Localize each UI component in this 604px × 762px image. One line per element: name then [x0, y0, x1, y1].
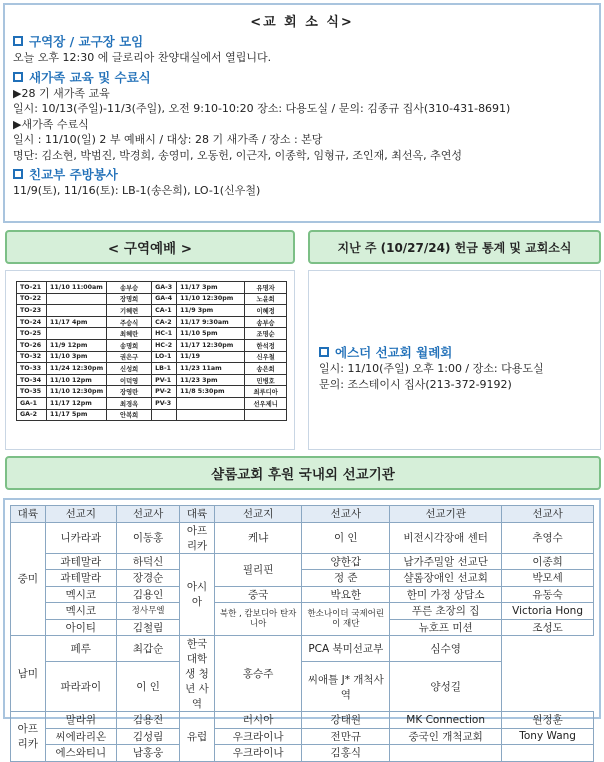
schedule-cell: 권은구	[107, 351, 152, 363]
section-heading-newcomers: 새가족 교육 및 수료식	[13, 68, 591, 86]
schedule-cell: TO-24	[17, 316, 47, 328]
schedule-cell: 11/8 5:30pm	[177, 386, 245, 398]
schedule-cell: 11/19	[177, 351, 245, 363]
news-line: 11/9(토), 11/16(토): LB-1(송은희), LO-1(신우철)	[13, 184, 261, 197]
schedule-row	[17, 293, 287, 305]
checkbox-square-icon	[319, 347, 329, 357]
mission-cell: 파라과이	[45, 662, 116, 712]
mission-cell: 우크라이나	[214, 728, 302, 745]
mission-cell: 뉴호프 미션	[390, 619, 502, 636]
region-cell: 남미	[11, 636, 46, 712]
church-news-box	[3, 3, 601, 223]
mission-cell: 한미 가정 상담소	[390, 586, 502, 603]
schedule-cell: TO-22	[17, 293, 47, 305]
mission-cell: 추영수	[502, 522, 594, 553]
district-worship-banner: < 구역예배 >	[5, 230, 295, 264]
mission-cell: Tony Wang	[502, 728, 594, 745]
schedule-cell: TO-26	[17, 339, 47, 351]
schedule-row	[17, 282, 287, 294]
esther-panel	[308, 270, 601, 450]
mission-cell: 정사무엘	[116, 603, 179, 620]
checkbox-square-icon	[13, 72, 23, 82]
schedule-cell: 기혜련	[107, 305, 152, 317]
mission-cell: 중국	[214, 586, 302, 603]
schedule-cell: 한석정	[245, 339, 287, 351]
schedule-cell: 신성희	[107, 363, 152, 375]
mission-cell: 양한갑	[302, 553, 390, 570]
schedule-cell	[47, 293, 107, 305]
mission-cell: 러시아	[214, 712, 302, 729]
schedule-row	[17, 397, 287, 409]
schedule-cell: 11/9 3pm	[177, 305, 245, 317]
news-line: 일시 : 11/10(일) 2 부 예배시 / 대상: 28 기 새가족 / 장소 : 본당	[13, 133, 323, 146]
schedule-cell: TO-33	[17, 363, 47, 375]
schedule-cell: 민병호	[245, 374, 287, 386]
mission-cell: 홍승주	[214, 636, 302, 712]
mission-cell: 아이티	[45, 619, 116, 636]
mission-cell: 씨애틀 J* 개척사역	[302, 662, 390, 712]
region-cell: 아시아	[180, 553, 215, 636]
schedule-cell: 최경옥	[107, 397, 152, 409]
schedule-cell: GA-3	[152, 282, 177, 294]
mission-cell: 이 인	[116, 662, 179, 712]
mission-cell: 남홍웅	[116, 745, 179, 762]
news-line: ▶28 기 새가족 교육	[13, 86, 110, 100]
mission-cell: 이 인	[302, 522, 390, 553]
mission-header-cell: 대륙	[180, 506, 215, 523]
news-title: <교 회 소 식>	[250, 15, 354, 30]
mission-cell: 씨에라리온	[45, 728, 116, 745]
mission-cell: 전만규	[302, 728, 390, 745]
schedule-cell: LO-1	[152, 351, 177, 363]
region-cell: 유럽	[180, 712, 215, 762]
schedule-cell: 주승식	[107, 316, 152, 328]
schedule-cell: 11/17 9:30am	[177, 316, 245, 328]
schedule-cell: GA-2	[17, 409, 47, 421]
schedule-cell: 11/17 12pm	[47, 397, 107, 409]
esther-line: 문의: 조스테이시 집사(213-372-9192)	[319, 377, 512, 391]
esther-heading: 에스더 선교회 월례회	[319, 343, 544, 361]
schedule-cell: 이혜정	[245, 305, 287, 317]
mission-cell: 필리핀	[214, 553, 302, 586]
schedule-panel	[5, 270, 295, 450]
missions-table	[10, 505, 594, 762]
schedule-row	[17, 316, 287, 328]
mission-cell: 샬롬장애인 선교회	[390, 570, 502, 587]
schedule-cell: 11/10 12:30pm	[177, 293, 245, 305]
mission-row	[11, 728, 594, 745]
mission-cell: 푸른 초장의 집	[390, 603, 502, 620]
schedule-cell: CA-2	[152, 316, 177, 328]
schedule-cell: 11/24 12:30pm	[47, 363, 107, 375]
mission-cell: Victoria Hong	[502, 603, 594, 620]
mission-cell: 김용진	[116, 712, 179, 729]
mission-row	[11, 570, 594, 587]
schedule-cell: 11/23 11am	[177, 363, 245, 375]
mission-cell: 김홍식	[302, 745, 390, 762]
mission-header-cell: 선교사	[502, 506, 594, 523]
schedule-cell: 11/10 11:00am	[47, 282, 107, 294]
schedule-cell: 이덕영	[107, 374, 152, 386]
schedule-row	[17, 374, 287, 386]
schedule-cell: 최루디아	[245, 386, 287, 398]
schedule-cell: TO-25	[17, 328, 47, 340]
region-cell: 아프리카	[11, 712, 46, 762]
schedule-cell: 장명희	[107, 293, 152, 305]
schedule-cell	[245, 409, 287, 421]
mission-cell	[502, 745, 594, 762]
mission-row	[11, 662, 594, 712]
mission-cell: 과테말라	[45, 570, 116, 587]
news-line: 일시: 10/13(주일)-11/3(주일), 오전 9:10-10:20 장소: 다용도실 / 문의: 김종규 집사(310-431-8691)	[13, 102, 511, 115]
offering-stats-banner: 지난 주 (10/27/24) 헌금 통계 및 교회소식	[308, 230, 601, 264]
mission-cell: 원정훈	[502, 712, 594, 729]
schedule-cell: HC-2	[152, 339, 177, 351]
mission-cell: 한소나이더 국제어린이 재단	[302, 603, 390, 636]
schedule-cell: 조명순	[245, 328, 287, 340]
schedule-cell	[47, 305, 107, 317]
mission-cell: 이동홍	[116, 522, 179, 553]
mission-row	[11, 522, 594, 553]
mission-cell: 김성림	[116, 728, 179, 745]
section-heading-leaders: 구역장 / 교구장 모임	[13, 32, 591, 50]
mission-row	[11, 745, 594, 762]
schedule-cell: 신우철	[245, 351, 287, 363]
mission-cell: 정 준	[302, 570, 390, 587]
schedule-cell: 11/23 3pm	[177, 374, 245, 386]
mission-cell: 강태원	[302, 712, 390, 729]
mission-cell	[390, 745, 502, 762]
mission-cell: 비전시각장애 센터	[390, 522, 502, 553]
schedule-cell: 11/17 12:30pm	[177, 339, 245, 351]
schedule-cell: TO-21	[17, 282, 47, 294]
news-line: 명단: 김소현, 박범진, 박경희, 송영미, 오동헌, 이근자, 이종학, 임형규, 조인재, 최선옥, 추연성	[13, 148, 463, 162]
checkbox-square-icon	[13, 169, 23, 179]
schedule-cell: 11/10 12:30pm	[47, 386, 107, 398]
schedule-cell: 11/17 3pm	[177, 282, 245, 294]
schedule-cell: TO-32	[17, 351, 47, 363]
mission-cell: 과테말라	[45, 553, 116, 570]
schedule-cell: 송은희	[245, 363, 287, 375]
mission-cell: PCA 북미선교부	[302, 636, 390, 662]
mission-row	[11, 636, 594, 662]
schedule-cell: 안복희	[107, 409, 152, 421]
schedule-cell: 선우제니	[245, 397, 287, 409]
mission-cell: 이종희	[502, 553, 594, 570]
schedule-row	[17, 339, 287, 351]
mission-cell: 에스와티니	[45, 745, 116, 762]
schedule-cell: HC-1	[152, 328, 177, 340]
mission-row	[11, 553, 594, 570]
schedule-cell: 노윤희	[245, 293, 287, 305]
mission-cell: 북한 , 캄보디아 탄자니아	[214, 603, 302, 636]
section-heading-kitchen: 친교부 주방봉사	[13, 165, 591, 183]
mission-cell: 멕시코	[45, 586, 116, 603]
schedule-row	[17, 386, 287, 398]
schedule-row	[17, 328, 287, 340]
mission-cell: 심수영	[390, 636, 502, 662]
mission-cell: 장경순	[116, 570, 179, 587]
schedule-cell	[152, 409, 177, 421]
schedule-cell: 11/10 5pm	[177, 328, 245, 340]
schedule-cell: 11/10 12pm	[47, 374, 107, 386]
schedule-cell: CA-1	[152, 305, 177, 317]
schedule-cell: PV-2	[152, 386, 177, 398]
region-cell: 아프리카	[180, 522, 215, 553]
schedule-cell: TO-35	[17, 386, 47, 398]
district-schedule-table	[16, 281, 287, 421]
esther-line: 일시: 11/10(주일) 오후 1:00 / 장소: 다용도실	[319, 362, 544, 375]
schedule-cell: 최혜란	[107, 328, 152, 340]
mission-cell: 유동숙	[502, 586, 594, 603]
mission-cell: MK Connection	[390, 712, 502, 729]
mission-cell: 박요한	[302, 586, 390, 603]
schedule-row	[17, 409, 287, 421]
schedule-cell: TO-34	[17, 374, 47, 386]
news-line: ▶새가족 수료식	[13, 117, 89, 131]
schedule-row	[17, 363, 287, 375]
mission-cell: 김용인	[116, 586, 179, 603]
schedule-cell	[177, 397, 245, 409]
mission-cell: 말라위	[45, 712, 116, 729]
schedule-cell: 11/17 4pm	[47, 316, 107, 328]
mission-row	[11, 603, 594, 620]
schedule-cell: 유명자	[245, 282, 287, 294]
schedule-cell: LB-1	[152, 363, 177, 375]
mission-cell: 우크라이나	[214, 745, 302, 762]
mission-cell: 최갑순	[116, 636, 179, 662]
schedule-cell: 장영란	[107, 386, 152, 398]
schedule-cell: PV-1	[152, 374, 177, 386]
mission-cell: 양성길	[390, 662, 502, 712]
mission-cell: 김철림	[116, 619, 179, 636]
schedule-cell	[177, 409, 245, 421]
schedule-cell	[47, 328, 107, 340]
mission-cell: 케냐	[214, 522, 302, 553]
mission-row	[11, 586, 594, 603]
schedule-cell: 송부승	[107, 282, 152, 294]
mission-cell: 박모세	[502, 570, 594, 587]
news-line: 오늘 오후 12:30 에 글로리아 찬양대실에서 열립니다.	[13, 51, 272, 64]
mission-cell: 남가주밀알 선교단	[390, 553, 502, 570]
schedule-cell: 송부승	[245, 316, 287, 328]
schedule-cell: PV-3	[152, 397, 177, 409]
mission-header-cell: 선교지	[214, 506, 302, 523]
schedule-cell: 11/17 5pm	[47, 409, 107, 421]
schedule-cell: TO-23	[17, 305, 47, 317]
schedule-row	[17, 351, 287, 363]
mission-header-cell: 선교사	[116, 506, 179, 523]
checkbox-square-icon	[13, 36, 23, 46]
mission-header-cell: 선교사	[302, 506, 390, 523]
mission-cell: 페루	[45, 636, 116, 662]
mission-cell: 중국인 개척교회	[390, 728, 502, 745]
schedule-row	[17, 305, 287, 317]
mission-cell: 니카라과	[45, 522, 116, 553]
schedule-cell: 송명희	[107, 339, 152, 351]
mission-header-cell: 선교지	[45, 506, 116, 523]
mission-cell: 한국 대학생 청년 사역	[180, 636, 215, 712]
schedule-cell: 11/9 12pm	[47, 339, 107, 351]
schedule-cell: 11/10 3pm	[47, 351, 107, 363]
missions-banner: 샬롬교회 후원 국내외 선교기관	[5, 456, 601, 490]
schedule-cell: GA-4	[152, 293, 177, 305]
mission-row	[11, 712, 594, 729]
schedule-cell: GA-1	[17, 397, 47, 409]
mission-cell: 하덕신	[116, 553, 179, 570]
mission-header-cell: 선교기관	[390, 506, 502, 523]
mission-cell: 조성도	[502, 619, 594, 636]
mission-header-cell: 대륙	[11, 506, 46, 523]
mission-cell: 멕시코	[45, 603, 116, 620]
region-cell: 중미	[11, 522, 46, 636]
